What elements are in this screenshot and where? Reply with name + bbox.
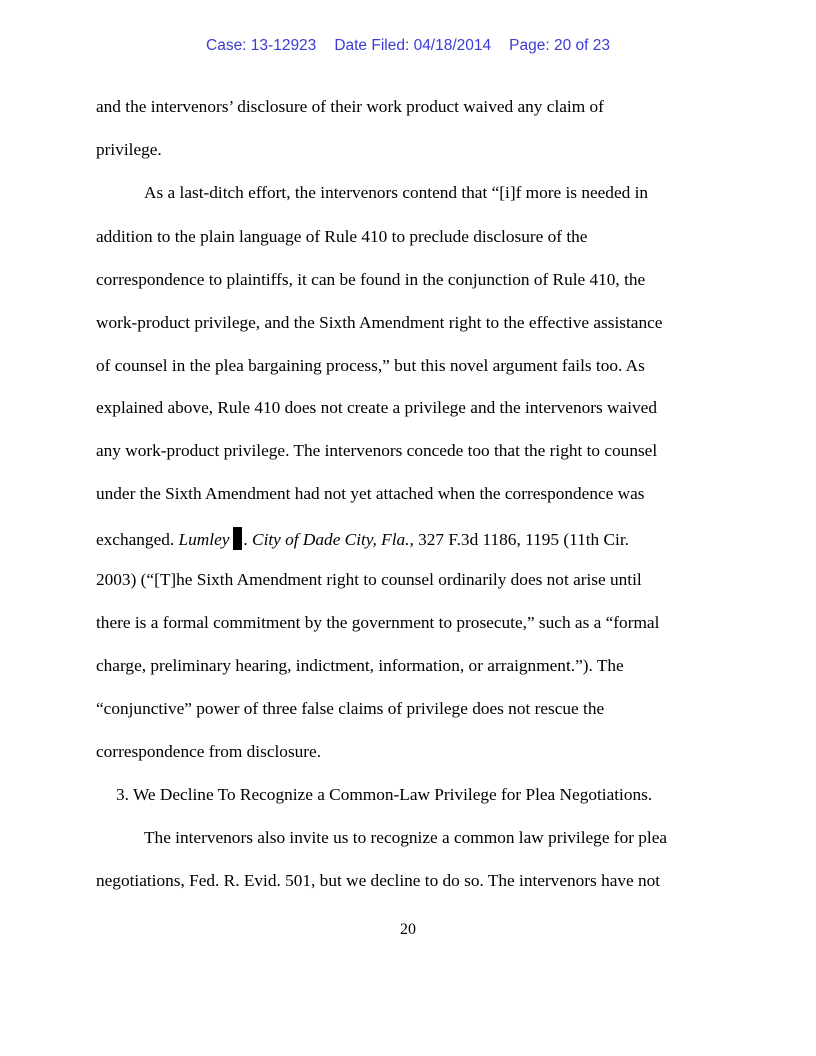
body-line: there is a formal commitment by the government to prosecute,” such as a “formal <box>96 613 660 632</box>
body-line: privilege. <box>96 140 162 159</box>
body-line: 2003) (“[T]he Sixth Amendment right to counsel ordinarily does not arise until <box>96 570 642 589</box>
case-number: Case: 13-12923 <box>206 37 317 54</box>
body-line: any work-product privilege. The intervenors concede too that the right to counsel <box>96 441 658 460</box>
body-line: of counsel in the plea bargaining process,” but this novel argument fails too. As <box>96 356 645 375</box>
body-line: under the Sixth Amendment had not yet attached when the correspondence was <box>96 484 645 503</box>
body-line: correspondence from disclosure. <box>96 742 322 761</box>
body-line: work-product privilege, and the Sixth Amendment right to the effective assistance <box>96 313 663 332</box>
body-line: addition to the plain language of Rule 410 to preclude disclosure of the <box>96 227 588 246</box>
citation-separator: . <box>243 530 253 549</box>
paragraph-start-line: The intervenors also invite us to recognize a common law privilege for plea <box>144 828 668 847</box>
body-line: correspondence to plaintiffs, it can be found in the conjunction of Rule 410, the <box>96 270 646 289</box>
citation-prefix: exchanged. <box>96 530 179 549</box>
case-name-dade-city: City of Dade City, Fla. <box>252 530 410 549</box>
page-indicator: Page: 20 of 23 <box>509 37 610 54</box>
body-line: “conjunctive” power of three false claims of privilege does not rescue the <box>96 699 605 718</box>
citation-line <box>96 527 629 550</box>
body-line: charge, preliminary hearing, indictment, information, or arraignment.”). The <box>96 656 624 675</box>
case-name-lumley: Lumley <box>178 530 230 549</box>
date-filed: Date Filed: 04/18/2014 <box>334 37 492 54</box>
body-line: negotiations, Fed. R. Evid. 501, but we decline to do so. The intervenors have not <box>96 871 661 890</box>
paragraph-start-line: As a last-ditch effort, the intervenors contend that “[i]f more is needed in <box>144 183 649 202</box>
page-number: 20 <box>400 921 416 938</box>
body-line: and the intervenors’ disclosure of their work product waived any claim of <box>96 97 604 116</box>
case-header <box>0 37 816 55</box>
citation-suffix: , 327 F.3d 1186, 1195 (11th Cir. <box>409 530 629 549</box>
body-line: explained above, Rule 410 does not create a privilege and the intervenors waived <box>96 398 657 417</box>
section-heading: 3. We Decline To Recognize a Common-Law Privilege for Plea Negotiations. <box>116 785 653 804</box>
redaction-mark <box>233 527 242 550</box>
